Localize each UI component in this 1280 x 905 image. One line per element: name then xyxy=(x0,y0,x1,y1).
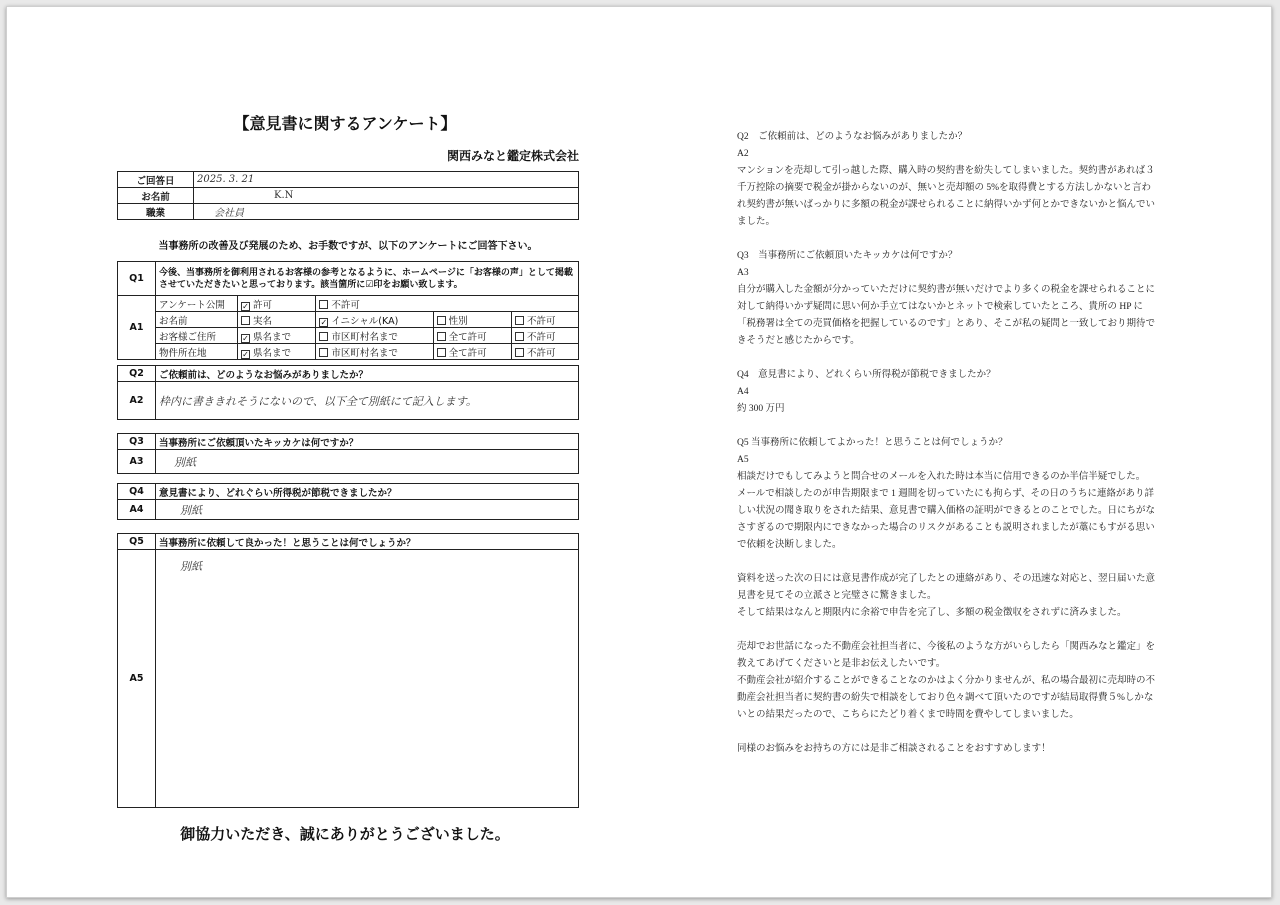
question-text: 意見書により、どれぐらい所得税が節税できましたか？ xyxy=(156,484,579,500)
option-label: 性別 xyxy=(448,315,468,327)
info-row-occupation xyxy=(118,204,579,220)
info-row-date xyxy=(118,172,579,188)
a1-option-deny[interactable] xyxy=(511,328,578,344)
answer-key: A4 xyxy=(118,500,156,520)
paragraph-gap xyxy=(737,418,1157,435)
question-text: ご依頼前は、どのようなお悩みがありましたか？ xyxy=(156,366,579,382)
a1-option-deny[interactable] xyxy=(511,312,578,328)
option-label: 不許可 xyxy=(331,299,360,311)
sheet-paragraph: 自分が購入した金額が分かっていただけに契約書が無いだけでより多くの税金を課せられることに対して納得いかず疑問に思い何か手立てはないかとネットで検索していたところ、貴所の HP に「税務署は全ての売買価格を把握しているのです」とあり、そこが私の疑問と一致しており期待できそうだと感じたからです。 xyxy=(737,285,1156,346)
a5-row xyxy=(118,550,579,808)
answer-key: A3 xyxy=(118,450,156,474)
a1-option-prefecture[interactable] xyxy=(238,344,316,360)
a1-option-all[interactable] xyxy=(433,344,511,360)
answer-key: A2 xyxy=(118,382,156,420)
option-label: 全て許可 xyxy=(448,347,487,359)
form-notice: 当事務所の改善及び発展のため、お手数ですが、以下のアンケートにご回答下さい。 xyxy=(158,241,538,252)
checkbox[interactable] xyxy=(515,332,524,341)
a1-option-deny[interactable] xyxy=(511,344,578,360)
paragraph-gap xyxy=(737,231,1157,248)
paragraph-gap xyxy=(737,350,1157,367)
sheet-paragraph: 不動産会社が紹介することができることなのかはよく分かりませんが、私の場合最初に売却時の不動産会社担当者に契約書の紛失で相談をしており色々調べて頂いたのですが結局取得費５%しかないとの結果だったので、こちらにたどり着くまで時間を費やしてしまいました。 xyxy=(737,676,1156,720)
question-text: 当事務所に依頼して良かった！と思うことは何でしょうか？ xyxy=(156,534,579,550)
checkbox[interactable] xyxy=(437,348,446,357)
paragraph-gap xyxy=(737,622,1157,639)
info-label: お名前 xyxy=(118,188,194,204)
question-key: Q4 xyxy=(118,484,156,500)
a1-category: お客様ご住所 xyxy=(156,328,238,344)
sheet-paragraph: A4 xyxy=(737,387,749,397)
info-label: ご回答日 xyxy=(118,172,194,188)
option-label: 実名 xyxy=(253,315,273,327)
answer-text: 別紙 xyxy=(156,450,579,474)
info-value-occupation: 会社員 xyxy=(194,204,579,220)
a1-category: 物件所在地 xyxy=(156,344,238,360)
q3-row xyxy=(118,434,579,450)
question-key: Q2 xyxy=(118,366,156,382)
a1-row-address xyxy=(118,328,579,344)
a1-option-initial[interactable] xyxy=(316,312,433,328)
info-label: 職業 xyxy=(118,204,194,220)
checkbox[interactable] xyxy=(437,332,446,341)
option-label: 不許可 xyxy=(526,315,556,327)
question-text: 今後、当事務所を御利用されるお客様の参考となるように、ホームページに「お客様の声」として掲載させていただきたいと思っております。該当箇所に☑印をお願い致します。 xyxy=(156,262,579,296)
checkbox-checked[interactable]: ✓ xyxy=(242,349,249,359)
option-label: 県名まで xyxy=(253,347,292,359)
closing-thanks: 御協力いただき、誠にありがとうございました。 xyxy=(180,825,510,843)
q5-block xyxy=(117,533,579,808)
option-label: 県名まで xyxy=(253,331,292,343)
document-frame xyxy=(6,6,1272,898)
form-title: 【意見書に関するアンケート】 xyxy=(233,114,457,133)
a1-option-prefecture[interactable] xyxy=(238,328,316,344)
q2-block xyxy=(117,365,579,420)
paragraph-gap xyxy=(737,724,1157,741)
answer-key: A5 xyxy=(118,550,156,808)
option-label: 不許可 xyxy=(526,331,556,343)
a1-row-name xyxy=(118,312,579,328)
question-key: Q5 xyxy=(118,534,156,550)
a1-option-deny[interactable] xyxy=(316,296,579,312)
info-row-name xyxy=(118,188,579,204)
q5-row xyxy=(118,534,579,550)
q2-row xyxy=(118,366,579,382)
option-label: 市区町村名まで xyxy=(331,331,398,343)
checkbox[interactable] xyxy=(515,348,524,357)
checkbox-checked[interactable]: ✓ xyxy=(242,301,249,311)
a1-option-gender[interactable] xyxy=(433,312,511,328)
info-value-name: K.N xyxy=(194,188,579,204)
a1-option-all[interactable] xyxy=(433,328,511,344)
sheet-paragraph: 資料を送った次の日には意見書作成が完了したとの連絡があり、その迅速な対応と、翌日届いた意見書を見てその立派さと完璧さに驚きました。 xyxy=(737,574,1156,601)
checkbox[interactable] xyxy=(319,332,328,341)
checkbox-checked[interactable]: ✓ xyxy=(320,317,328,327)
a4-row xyxy=(118,500,579,520)
separate-sheet-page xyxy=(657,51,1237,861)
a1-option-realname[interactable] xyxy=(238,312,316,328)
option-label: 市区町村名まで xyxy=(331,347,398,359)
sheet-paragraph: Q2 ご依頼前は、どのようなお悩みがありましたか？ xyxy=(737,132,968,142)
paragraph-gap xyxy=(737,554,1157,571)
q4-row xyxy=(118,484,579,500)
q4-block xyxy=(117,483,579,520)
a1-category: お名前 xyxy=(156,312,238,328)
sheet-paragraph: 約 300 万円 xyxy=(737,404,785,414)
question-key: Q3 xyxy=(118,434,156,450)
a1-row-property xyxy=(118,344,579,360)
answer-text: 別紙 xyxy=(156,500,579,520)
sheet-paragraph: A5 xyxy=(737,455,749,465)
a1-option-permit[interactable] xyxy=(238,296,316,312)
sheet-paragraph: Q5 当事務所に依頼してよかった！と思うことは何でしょうか？ xyxy=(737,438,1008,448)
option-label: 許可 xyxy=(253,299,273,311)
checkbox[interactable] xyxy=(437,316,446,325)
checkbox[interactable] xyxy=(319,348,328,357)
option-label: 全て許可 xyxy=(448,331,487,343)
q3-block xyxy=(117,433,579,474)
question-text: 当事務所にご依頼頂いたキッカケは何ですか？ xyxy=(156,434,579,450)
sheet-paragraph: 同様のお悩みをお持ちの方には是非ご相談されることをおすすめします！ xyxy=(737,744,1051,754)
q1-row xyxy=(118,262,579,296)
sheet-paragraph: 相談だけでもしてみようと問合せのメールを入れた時は本当に信用できるのか半信半疑でした。 xyxy=(737,472,1146,482)
sheet-paragraph: A2 xyxy=(737,149,749,159)
a1-option-city[interactable] xyxy=(316,344,433,360)
a1-category: アンケート公開 xyxy=(156,296,238,312)
checkbox-checked[interactable]: ✓ xyxy=(242,333,249,343)
checkbox[interactable] xyxy=(241,316,250,325)
questionnaire-page xyxy=(55,51,635,861)
info-value-date: 2025. 3. 21 xyxy=(194,172,579,188)
a3-row xyxy=(118,450,579,474)
option-label: イニシャル(KA) xyxy=(331,315,399,327)
sheet-paragraph: 売却でお世話になった不動産会社担当者に、今後私のような方がいらしたら「関西みなと鑑定」を教えてあげてくださいと是非お伝えしたいです。 xyxy=(737,642,1156,669)
option-label: 不許可 xyxy=(526,347,556,359)
a1-row-publish xyxy=(118,296,579,312)
q1-block xyxy=(117,261,579,360)
sheet-paragraph: マンションを売却して引っ越した際、購入時の契約書を紛失してしまいました。契約書があれば３千万控除の摘要で税金が掛からないのが、無いと売却額の 5%を取得費とする方法しかないと言われ契約書が無いばっかりに多額の税金が課せられることに納得いかず何とかできないかと悩んでいました。 xyxy=(737,166,1156,227)
answer-text: 枠内に書ききれそうにないので、以下全て別紙にて記入します。 xyxy=(156,382,579,420)
sheet-paragraph: Q3 当事務所にご依頼頂いたキッカケは何ですか？ xyxy=(737,251,958,261)
sheet-paragraph: そして結果はなんと期限内に余裕で申告を完了し、多額の税金徴収をされずに済みました。 xyxy=(737,608,1127,618)
respondent-info-table xyxy=(117,171,579,220)
answer-text: 別紙 xyxy=(156,550,579,808)
checkbox[interactable] xyxy=(515,316,524,325)
sheet-paragraph: Q4 意見書により、どれくらい所得税が節税できましたか？ xyxy=(737,370,996,380)
sheet-paragraph: A3 xyxy=(737,268,749,278)
answer-key: A1 xyxy=(118,296,156,360)
separate-sheet-text xyxy=(737,129,1157,758)
sheet-paragraph: メールで相談したのが申告期限まで 1 週間を切っていたにも拘らず、その日のうちに連絡があり詳しい状況の聞き取りをされた結果、意見書で購入価格の証明ができるとのことでした。日にちがなさすぎるので期限内にできなかった場合のリスクがあることも説明されましたが藁にもすがる思いで依頼を決断しました。 xyxy=(737,489,1156,550)
checkbox[interactable] xyxy=(319,300,328,309)
company-name: 関西みなと鑑定株式会社 xyxy=(446,149,579,163)
a1-option-city[interactable] xyxy=(316,328,433,344)
question-key: Q1 xyxy=(118,262,156,296)
a2-row xyxy=(118,382,579,420)
